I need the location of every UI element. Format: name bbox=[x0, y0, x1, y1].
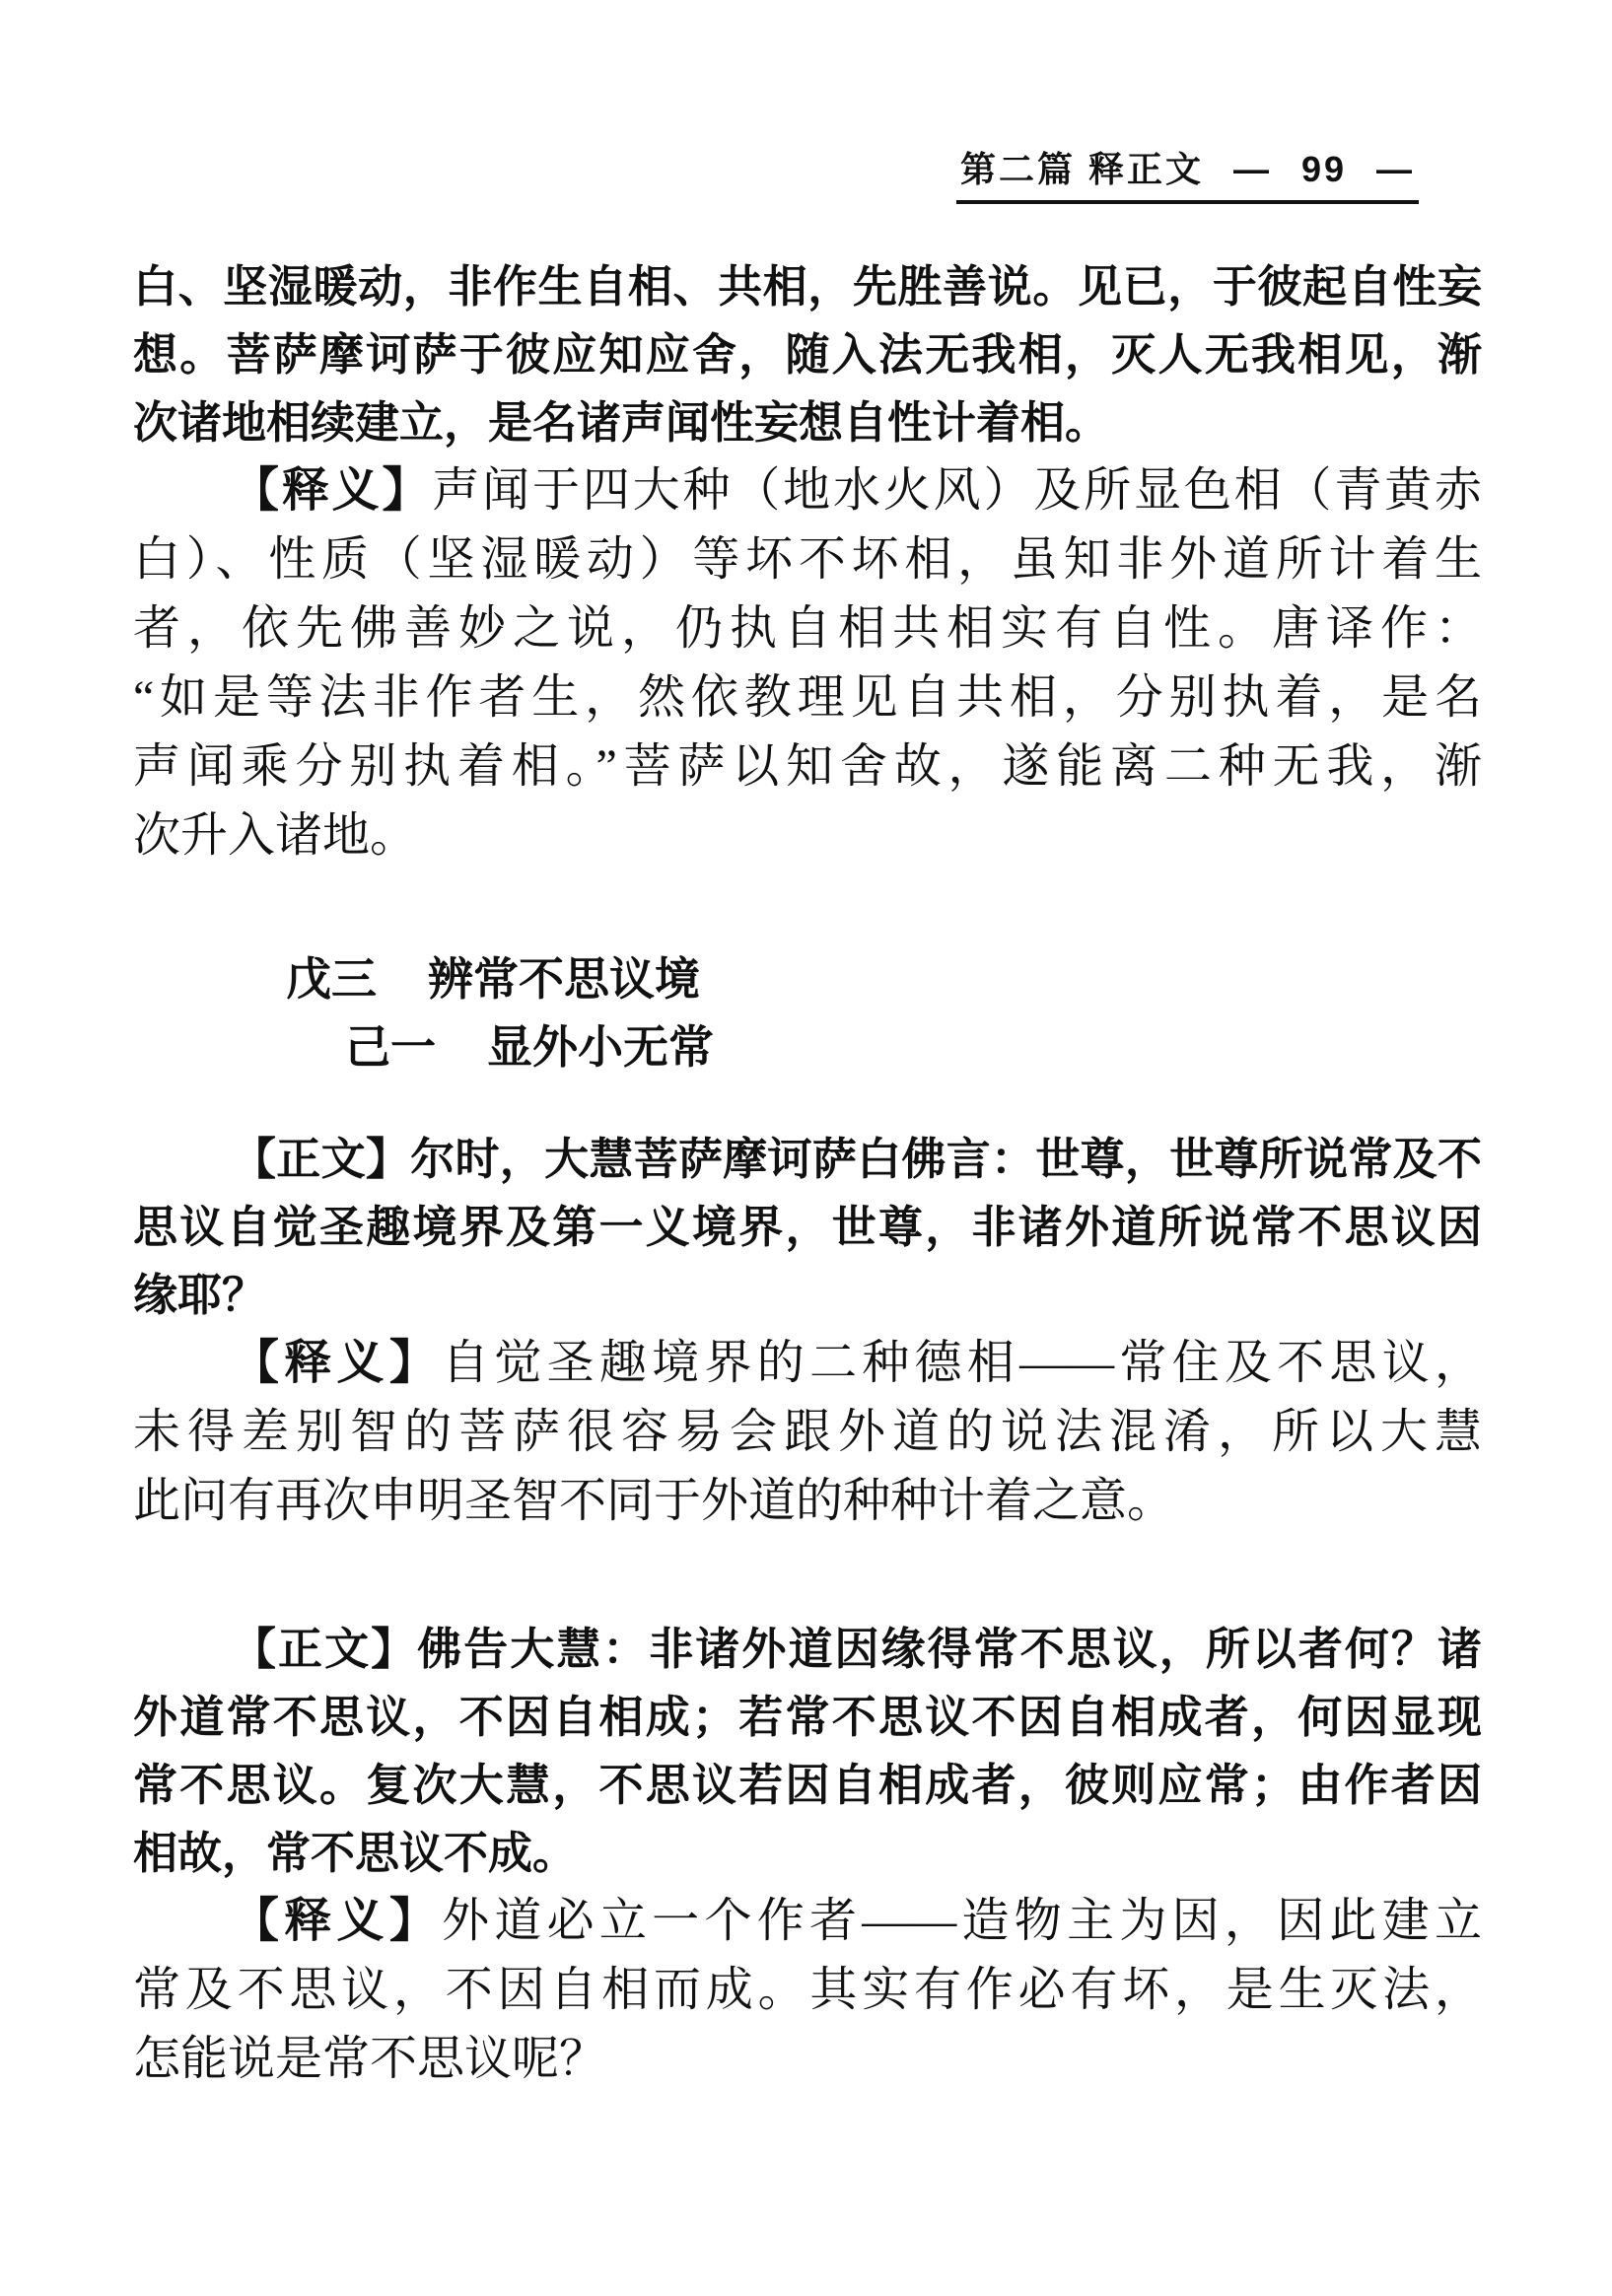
text-column bbox=[133, 252, 1482, 2094]
commentary-paragraph bbox=[133, 456, 1482, 870]
header-dash-left: — bbox=[1232, 149, 1272, 189]
text-line: 思议自觉圣趣境界及第一义境界，世尊，非诸外道所说常不思议因 bbox=[133, 1202, 1482, 1252]
text-segment: 自觉圣趣境界的二种德相——常住及不思议， bbox=[442, 1337, 1482, 1389]
heading-title: 显外小无常 bbox=[487, 1021, 714, 1073]
text-line: 白、坚湿暖动，非作生自相、共相，先胜善说。见已，于彼起自性妄 bbox=[133, 261, 1482, 312]
sutra-paragraph bbox=[133, 1615, 1482, 1887]
text-line: 声闻乘分别执着相。”菩萨以知舍故，遂能离二种无我，渐 bbox=[133, 740, 1482, 793]
text-line: 怎能说是常不思议呢？ bbox=[133, 2033, 607, 2085]
text-line: 者，依先佛善妙之说，仍执自相共相实有自性。唐译作： bbox=[133, 602, 1482, 655]
text-line bbox=[133, 1615, 1482, 1683]
sutra-paragraph bbox=[133, 1125, 1482, 1329]
heading-title: 辨常不思议境 bbox=[428, 953, 700, 1005]
text-line: 常不思议。复次大慧，不思议若因自相成者，彼则应常；由作者因 bbox=[133, 1760, 1482, 1810]
heading-number: 戊三 bbox=[286, 953, 377, 1005]
text-line: 白）、性质（坚湿暖动）等坏不坏相，虽知非外道所计着生 bbox=[133, 533, 1482, 586]
text-line bbox=[133, 1887, 1482, 1956]
text-segment: 佛告大慧：非诸外道因缘得常不思议，所以者何？诸 bbox=[417, 1624, 1482, 1674]
sutra-label: 【正文】 bbox=[232, 1134, 411, 1184]
sutra-paragraph-continued bbox=[133, 252, 1482, 456]
text-segment: 外道必立一个作者——造物主为因，因此建立 bbox=[442, 1895, 1482, 1947]
text-segment: 声闻于四大种（地水火风）及所显色相（青黄赤 bbox=[432, 464, 1482, 517]
header-title: 第二篇 释正文 bbox=[959, 149, 1204, 189]
commentary-paragraph bbox=[133, 1329, 1482, 1536]
text-line: “如是等法非作者生，然依教理见自共相，分别执着，是名 bbox=[133, 671, 1482, 724]
text-line: 缘耶？ bbox=[133, 1270, 267, 1320]
text-line: 常及不思议，不因自相而成。其实有作必有坏，是生灭法， bbox=[133, 1964, 1482, 2016]
commentary-label: 【释义】 bbox=[232, 1895, 443, 1947]
text-segment: 尔时，大慧菩萨摩诃萨白佛言：世尊，世尊所说常及不 bbox=[410, 1134, 1482, 1184]
commentary-label: 【释义】 bbox=[232, 464, 433, 517]
sutra-label: 【正文】 bbox=[232, 1624, 418, 1674]
text-line: 次诸地相续建立，是名诸声闻性妄想自性计着相。 bbox=[133, 397, 1110, 448]
heading-number: 己一 bbox=[345, 1021, 436, 1073]
text-line: 相故，常不思议不成。 bbox=[133, 1828, 578, 1878]
commentary-paragraph bbox=[133, 1887, 1482, 2094]
header-page-number: 99 bbox=[1300, 149, 1347, 189]
text-line bbox=[133, 1125, 1482, 1193]
text-line bbox=[133, 1329, 1482, 1398]
commentary-label: 【释义】 bbox=[232, 1337, 443, 1389]
header-dash-right: — bbox=[1376, 149, 1415, 189]
page-header bbox=[956, 148, 1419, 204]
text-line: 外道常不思议，不因自相成；若常不思议不因自相成者，何因显现 bbox=[133, 1692, 1482, 1742]
text-line: 此问有再次申明圣智不同于外道的种种计着之意。 bbox=[133, 1475, 1175, 1527]
text-line: 次升入诸地。 bbox=[133, 809, 418, 862]
text-line: 想。菩萨摩诃萨于彼应知应舍，随入法无我相，灭人无我相见，渐 bbox=[133, 329, 1482, 380]
outline-heading-wu3 bbox=[133, 945, 1482, 1013]
outline-heading-ji1 bbox=[133, 1013, 1482, 1081]
text-line: 未得差别智的菩萨很容易会跟外道的说法混淆，所以大慧 bbox=[133, 1406, 1482, 1458]
text-line bbox=[133, 456, 1482, 525]
